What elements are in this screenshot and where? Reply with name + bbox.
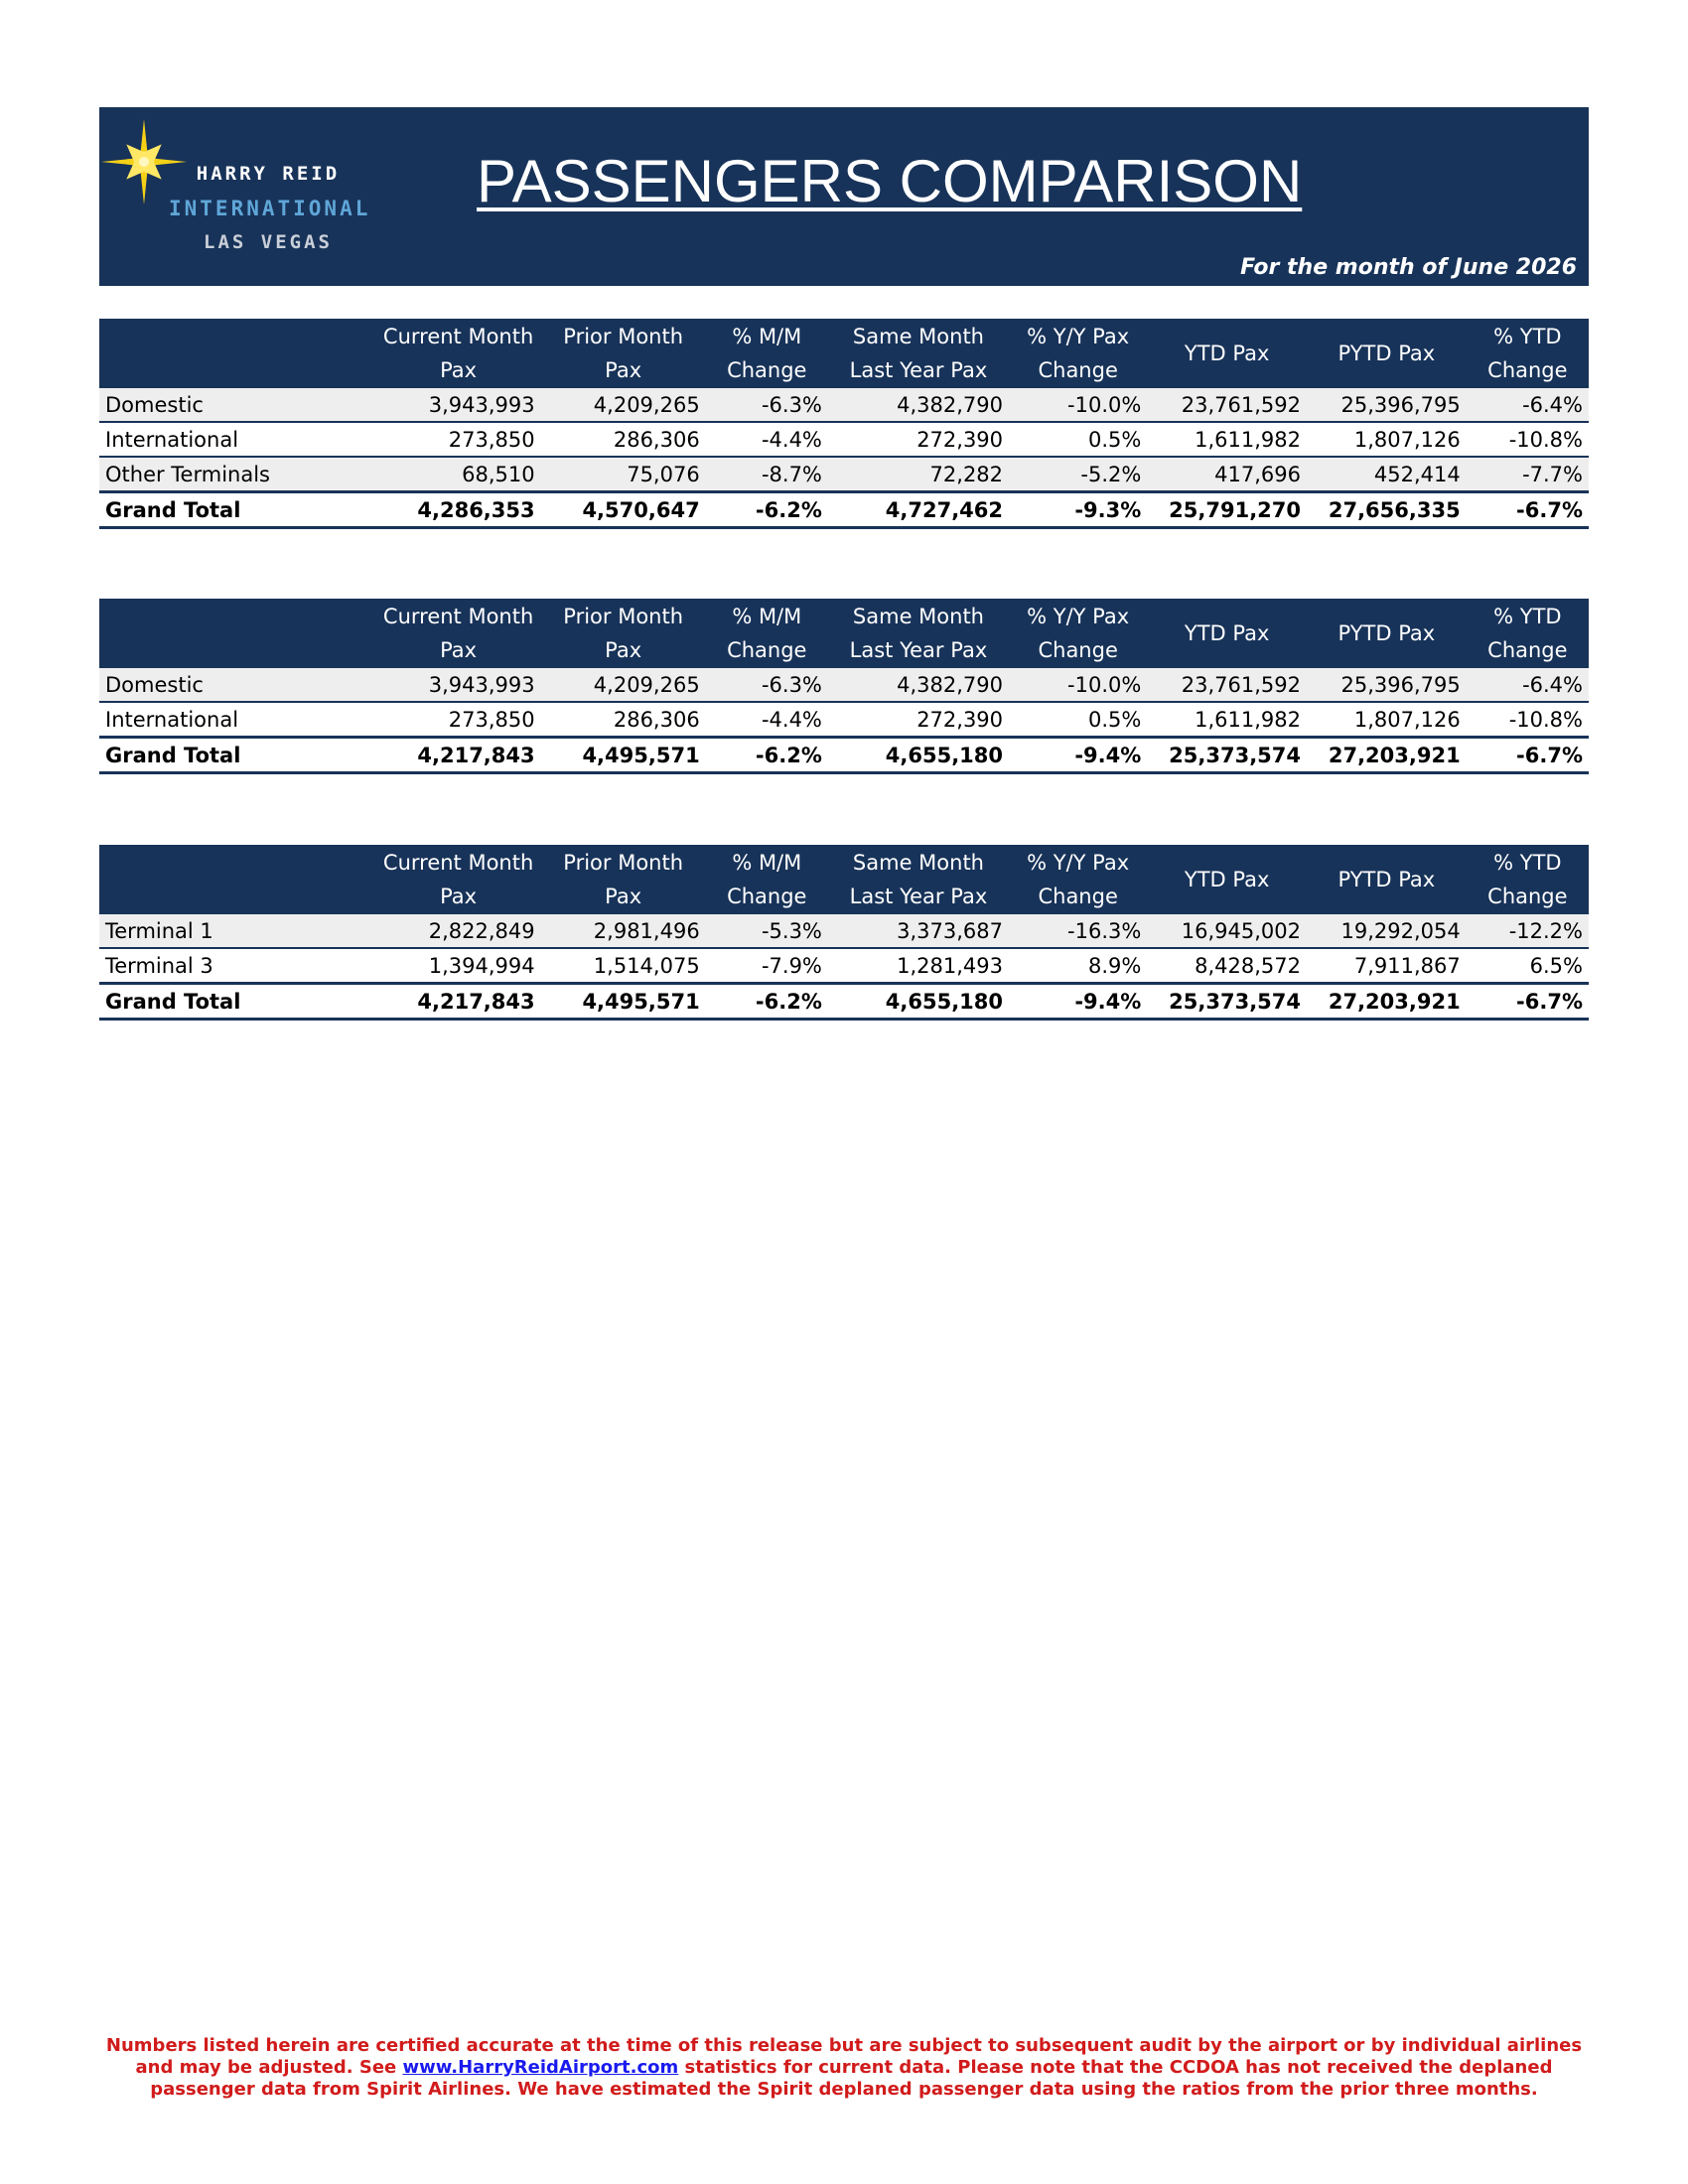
report-period: For the month of June 2026 xyxy=(1240,255,1577,280)
table-cell: 8.9% xyxy=(1087,953,1142,978)
table-cell: 1,611,982 xyxy=(1195,707,1302,732)
table-cell: 286,306 xyxy=(613,707,700,732)
column-header: Same Month Last Year Pax xyxy=(828,599,1009,668)
table-cell: 4,209,265 xyxy=(541,668,706,702)
table-row xyxy=(99,948,1589,984)
table-cell: -6.3% xyxy=(706,388,828,422)
table-cell: 4,655,180 xyxy=(828,738,1009,773)
airport-logo xyxy=(99,107,371,286)
column-header: Same Month Last Year Pax xyxy=(828,845,1009,914)
column-header: Current Month Pax xyxy=(376,845,541,914)
table-cell: 25,396,795 xyxy=(1307,668,1467,702)
table-cell: 4,382,790 xyxy=(828,668,1009,702)
table-cell: 4,217,843 xyxy=(376,984,541,1020)
logo-text-line1: HARRY REID xyxy=(196,163,341,185)
table-cell: 8,428,572 xyxy=(1195,953,1302,978)
table-cell: 4,727,462 xyxy=(828,492,1009,528)
logo-text-line3: LAS VEGAS xyxy=(204,231,333,253)
table-cell: 25,791,270 xyxy=(1147,492,1307,528)
table-row xyxy=(99,422,1589,457)
row-label: International xyxy=(105,707,239,732)
table-cell: -7.9% xyxy=(761,953,822,978)
header-row xyxy=(99,599,1589,668)
table-cell: -6.2% xyxy=(706,738,828,773)
table-cell: 1,807,126 xyxy=(1353,427,1461,452)
column-header xyxy=(99,599,376,668)
airport-website-link[interactable]: www.HarryReidAirport.com xyxy=(402,2057,679,2078)
row-label: Grand Total xyxy=(99,738,376,773)
header-row xyxy=(99,319,1589,388)
table-row xyxy=(99,702,1589,738)
column-header: PYTD Pax xyxy=(1307,845,1467,914)
row-label: Grand Total xyxy=(99,984,376,1020)
table-cell: 3,373,687 xyxy=(828,914,1009,948)
table-cell: 23,761,592 xyxy=(1147,388,1307,422)
table-cell: 4,655,180 xyxy=(828,984,1009,1020)
table-cell: -6.4% xyxy=(1467,668,1589,702)
passenger-table-dom-intl xyxy=(99,599,1589,774)
table-cell: -5.2% xyxy=(1009,457,1147,492)
column-header: % M/M Change xyxy=(706,319,828,388)
table-cell: -9.3% xyxy=(1009,492,1147,528)
column-header: PYTD Pax xyxy=(1307,599,1467,668)
table-cell: -4.4% xyxy=(761,707,822,732)
disclaimer-note: Numbers listed herein are certified accurate at the time of this release but are subject to subsequent audit by the airport or by individual airlines and may be adjusted. See www.HarryReidAirport.com statistics for current data. Please note that the CCDOA has not received the deplaned passenger data from Spirit Airlines. We have estimated the Spirit deplaned passenger data using the ratios from the prior three months. xyxy=(105,2035,1583,2100)
table-row xyxy=(99,388,1589,422)
table-cell: -5.3% xyxy=(706,914,828,948)
logo-text-line2: INTERNATIONAL xyxy=(169,197,371,220)
star-icon xyxy=(99,117,189,206)
table-cell: 1,807,126 xyxy=(1353,707,1461,732)
table-cell: 4,570,647 xyxy=(541,492,706,528)
table-cell: 72,282 xyxy=(828,457,1009,492)
table-cell: -9.4% xyxy=(1009,738,1147,773)
table-cell: 75,076 xyxy=(541,457,706,492)
column-header: % Y/Y Pax Change xyxy=(1009,845,1147,914)
grand-total-row xyxy=(99,738,1589,773)
table-row xyxy=(99,668,1589,702)
column-header: YTD Pax xyxy=(1147,845,1307,914)
table-cell: -6.7% xyxy=(1467,738,1589,773)
table-cell: 0.5% xyxy=(1087,707,1142,732)
column-header: Current Month Pax xyxy=(376,599,541,668)
row-label: Other Terminals xyxy=(99,457,376,492)
row-label: Terminal 3 xyxy=(105,953,213,978)
table-cell: -10.0% xyxy=(1009,668,1147,702)
column-header: % Y/Y Pax Change xyxy=(1009,599,1147,668)
table-cell: 3,943,993 xyxy=(376,388,541,422)
table-cell: 272,390 xyxy=(916,427,1004,452)
table-cell: 27,656,335 xyxy=(1307,492,1467,528)
table-cell: -6.4% xyxy=(1467,388,1589,422)
table-cell: 2,822,849 xyxy=(376,914,541,948)
table-cell: 19,292,054 xyxy=(1307,914,1467,948)
row-label: Grand Total xyxy=(99,492,376,528)
table-cell: 272,390 xyxy=(916,707,1004,732)
table-cell: 7,911,867 xyxy=(1353,953,1461,978)
table-cell: 25,373,574 xyxy=(1147,738,1307,773)
column-header: Prior Month Pax xyxy=(541,319,706,388)
table-cell: 1,394,994 xyxy=(428,953,535,978)
table-cell: -8.7% xyxy=(706,457,828,492)
table-cell: 4,495,571 xyxy=(541,984,706,1020)
table-cell: -9.4% xyxy=(1009,984,1147,1020)
grand-total-row xyxy=(99,492,1589,528)
table-cell: 23,761,592 xyxy=(1147,668,1307,702)
table-cell: 25,396,795 xyxy=(1307,388,1467,422)
table-cell: 68,510 xyxy=(376,457,541,492)
table-cell: -7.7% xyxy=(1467,457,1589,492)
table-cell: 1,611,982 xyxy=(1195,427,1302,452)
column-header: Prior Month Pax xyxy=(541,845,706,914)
table-cell: 6.5% xyxy=(1529,953,1583,978)
table-cell: -6.3% xyxy=(706,668,828,702)
table-cell: -10.8% xyxy=(1508,707,1583,732)
table-cell: 4,286,353 xyxy=(376,492,541,528)
table-cell: 0.5% xyxy=(1087,427,1142,452)
column-header: % YTD Change xyxy=(1467,319,1589,388)
table-cell: 273,850 xyxy=(448,707,535,732)
column-header: % YTD Change xyxy=(1467,845,1589,914)
column-header: % YTD Change xyxy=(1467,599,1589,668)
row-label: Domestic xyxy=(99,388,376,422)
grand-total-row xyxy=(99,984,1589,1020)
table-cell: 2,981,496 xyxy=(541,914,706,948)
table-cell: 4,495,571 xyxy=(541,738,706,773)
column-header: Same Month Last Year Pax xyxy=(828,319,1009,388)
column-header: Prior Month Pax xyxy=(541,599,706,668)
passenger-table-by-type xyxy=(99,319,1589,529)
table-cell: 1,514,075 xyxy=(593,953,700,978)
table-row xyxy=(99,457,1589,492)
table-cell: 417,696 xyxy=(1147,457,1307,492)
table-cell: -6.7% xyxy=(1467,492,1589,528)
column-header xyxy=(99,319,376,388)
table-cell: 4,209,265 xyxy=(541,388,706,422)
table-row xyxy=(99,914,1589,948)
table-cell: 273,850 xyxy=(448,427,535,452)
passenger-table-by-terminal xyxy=(99,845,1589,1021)
row-label: Domestic xyxy=(99,668,376,702)
table-cell: -6.2% xyxy=(706,984,828,1020)
column-header: Current Month Pax xyxy=(376,319,541,388)
column-header: YTD Pax xyxy=(1147,599,1307,668)
row-label: Terminal 1 xyxy=(99,914,376,948)
column-header: % M/M Change xyxy=(706,599,828,668)
table-cell: 27,203,921 xyxy=(1307,984,1467,1020)
table-cell: 452,414 xyxy=(1307,457,1467,492)
column-header: % M/M Change xyxy=(706,845,828,914)
table-cell: 3,943,993 xyxy=(376,668,541,702)
table-cell: -6.2% xyxy=(706,492,828,528)
table-cell: -10.8% xyxy=(1508,427,1583,452)
table-cell: -16.3% xyxy=(1009,914,1147,948)
column-header: PYTD Pax xyxy=(1307,319,1467,388)
column-header: % Y/Y Pax Change xyxy=(1009,319,1147,388)
table-cell: 286,306 xyxy=(613,427,700,452)
table-cell: 4,382,790 xyxy=(828,388,1009,422)
table-cell: 27,203,921 xyxy=(1307,738,1467,773)
table-cell: -4.4% xyxy=(761,427,822,452)
row-label: International xyxy=(105,427,239,452)
page-title: PASSENGERS COMPARISON xyxy=(477,148,1303,214)
table-cell: -12.2% xyxy=(1467,914,1589,948)
table-cell: 1,281,493 xyxy=(897,953,1004,978)
table-cell: 4,217,843 xyxy=(376,738,541,773)
table-cell: 25,373,574 xyxy=(1147,984,1307,1020)
table-cell: 16,945,002 xyxy=(1147,914,1307,948)
column-header xyxy=(99,845,376,914)
header-row xyxy=(99,845,1589,914)
table-cell: -6.7% xyxy=(1467,984,1589,1020)
table-cell: -10.0% xyxy=(1009,388,1147,422)
column-header: YTD Pax xyxy=(1147,319,1307,388)
report-header xyxy=(99,107,1589,286)
